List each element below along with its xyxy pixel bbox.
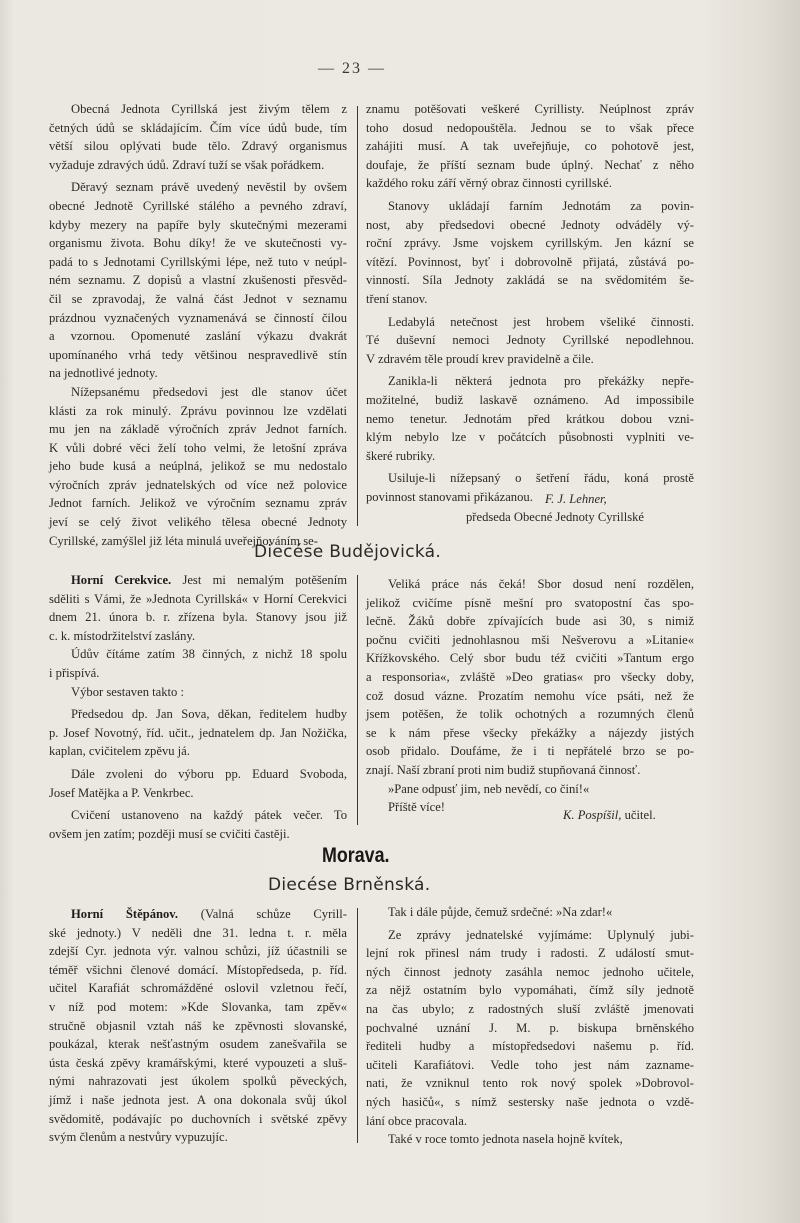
text-line: doufaje, že příští seznam bude úplný. Nechať z něho — [366, 157, 694, 172]
text-line: osob přidalo. Doufáme, že i ti nepřátelé brzo se po- — [366, 744, 694, 759]
text-line: čil se zpravodaj, že valná část Jednot v seznamu — [49, 291, 347, 306]
text-line: za nějž ostatním bylo vypomáhati, čímž síly jednotě — [366, 983, 694, 998]
text-line: každého roku září věrný obraz činnosti cyrillské. — [366, 176, 612, 191]
section1-left-column — [49, 100, 347, 550]
text-line: ské jednoty.) V neděli dne 31. ledna t. r. měla — [49, 925, 347, 940]
text-line: klým nebylo lze v počátcích působnosti vyplniti ve- — [366, 430, 694, 445]
text-line: »Pane odpusť jim, neb nevědí, co činí!« — [388, 781, 590, 796]
text-line: stručně objasnil vztah náš ke zpěvnosti slovanské, — [49, 1018, 347, 1033]
text-line: V zdravém těle proudí krev pravidelně a čile. — [366, 351, 594, 366]
text-line: Předsedou dp. Jan Sova, děkan, ředitelem hudby — [71, 707, 347, 722]
text-line: Obecná Jednota Cyrillská jest živým tělem z — [71, 102, 347, 116]
signature-title-pospisil: učitel. — [624, 808, 656, 822]
text-line: řediteli hudby a místopředsedovi našemu p. říd. — [366, 1039, 694, 1054]
place-name: Horní Štěpánov. — [71, 907, 179, 921]
text-line: na čas ubylo; z radostných sluší zvláště jmenovati — [366, 1001, 694, 1016]
text-line: ných hasičů«, s nímž sestersky naše jednota o vzdě- — [366, 1094, 694, 1109]
text-line: zahájiti musí. A tak uveřejňuje, co pohotově jest, — [366, 139, 694, 154]
text-line: Josef Matějka a P. Venkrbec. — [49, 785, 194, 800]
text-line: svědomitě, podávajíc po duchovních i světské zpěvy — [49, 1111, 347, 1126]
text-line: Jednot farních. Jelikož ve výročním seznamu zpráv — [49, 496, 347, 511]
text-line: Veliká práce nás čeká! Sbor dosud není rozdělen, — [388, 577, 694, 591]
text-line: organismu života. Bohu díky! že ve skutečnosti vy- — [49, 236, 347, 251]
text-line: ných činnost jednoty zasáhla nemoc jednoho učitele, — [366, 964, 694, 979]
text-line: jsem potěšen, že tolik ochotných a rozumných členů — [366, 707, 694, 722]
text-line: Výbor sestaven takto : — [71, 684, 184, 699]
text-line: Cyrillské, zamýšlel již léta minulá uveřejňováním se- — [49, 533, 318, 548]
text-line: se k nám přese všecky překážky a nájezdy jistých — [366, 725, 694, 740]
text-line: možitelné, budiž laskavě oznámeno. Ad impossibile — [366, 392, 694, 407]
text-line: kaplan, cvičitelem zpěvu já. — [49, 744, 190, 759]
region-heading-morava: Morava. — [322, 844, 390, 867]
text-line: tření stanov. — [366, 291, 428, 306]
text-line: K vůli dobré věci želí toho velmi, že letošní zpráva — [49, 440, 347, 455]
text-line: prázdnou vyznačených vyznamenává se činností čilou — [49, 310, 347, 325]
text-line: vítězí. Povinnost, byť i dobrovolně přijatá, zůstává po- — [366, 254, 694, 269]
text-line: sděliti s Vámi, že »Jednota Cyrillská« v Horní Cerekvici — [49, 591, 347, 606]
text-line: nati, že vzniknul tento rok nový spolek »Dobrovol- — [366, 1076, 694, 1091]
signature-name-lehner: F. J. Lehner, — [545, 492, 607, 506]
text-line: Ze zprávy jednatelské vyjímáme: Uplynulý jubi- — [388, 927, 694, 942]
text-line: a vzornou. Opomenuté zaslání výkazu dvakrát — [49, 329, 347, 344]
text-line: Stanovy ukládají farním Jednotám za povin- — [388, 198, 694, 213]
text-line: Ledabylá netečnost jest hrobem všeliké činnosti. — [388, 314, 694, 329]
text-line: ústa česká zpěvy kramářskými, které vypouzeti a sluš- — [49, 1055, 347, 1070]
signature-pospisil — [563, 806, 656, 825]
text-line: i přispívá. — [49, 665, 100, 680]
text-line: jímž i naše jednota jest. A ona dokonala svůj úkol — [49, 1092, 347, 1107]
text-line: Také v roce tomto jednota nasela hojně kvítek, — [388, 1132, 623, 1147]
text-line: upomínaného vrhá tedy většinou nespravedlivě stín — [49, 347, 347, 362]
text-line: v níž pod motem: »Kde Slovanka, tam zpěv« — [49, 999, 347, 1014]
text-line: jeho bude kusá a neúplná, jelikož se mu nedostalo — [49, 459, 347, 474]
text-line: kdyby mezery na papíře byly skutečnými mezerami — [49, 217, 347, 232]
text-line: Usiluje-li nížepsaný o šetření řádu, koná prostě — [388, 471, 694, 486]
text-line: znají. Naší zbraní proti nim budiž stupňovaná činnosť. — [366, 762, 641, 777]
text-line: c. k. místodržitelství zaslány. — [49, 628, 196, 643]
text-line: lečně. Žáků dobře zpívajících bude asi 30, s nimiž — [366, 614, 694, 629]
text-line: Dále zvoleni do výboru pp. Eduard Svoboda, — [71, 766, 347, 781]
text-line: nost, aby předsedovi obecné Jednoty odváděly vý- — [366, 217, 694, 232]
signature-name-pospisil: K. Pospíšil, — [563, 808, 622, 822]
text-line: obecné Jednotě Cyrillské stálého a pevného zdraví, — [49, 198, 347, 213]
text-line: Zanikla-li některá jednota pro překážky nepře- — [388, 374, 694, 389]
text-line: Děravý seznam právě uvedený nevěstil by ovšem — [71, 180, 347, 195]
text-line: Příště více! — [388, 800, 446, 815]
section2-right-column — [366, 575, 694, 817]
text-line: jelikož cvičíme písně mešní pro svatopostní čas spo- — [366, 595, 694, 610]
column-divider — [357, 106, 358, 526]
text-line: Křížkovského. Celý sbor budu též cvičiti »Tantum ergo — [366, 651, 694, 666]
text-line: vinností. Síla Jednoty zakládá se na svědomitém še- — [366, 273, 694, 288]
text-line: četných údů se skládajícím. Čím více údů bude, tím — [49, 120, 347, 135]
column-divider — [357, 575, 358, 825]
text-line: téměř všichni členové domácí. Místopředseda, p. říd. — [49, 962, 347, 977]
text-line: Nížepsanému předsedovi jest dle stanov účet — [71, 384, 347, 399]
diocese-heading-brnenska: Diecése Brněnská. — [268, 875, 431, 895]
text-line: na jednotlivé jednoty. — [49, 366, 158, 381]
text-line: roční zprávy. Jsme vojskem cyrillským. Jen kázní se — [366, 236, 694, 251]
text-line: větší silou oplývati bude tělo. Zdravý organismus — [49, 139, 347, 154]
column-divider — [357, 908, 358, 1143]
text-line: což dosud vázne. Prozatím nemohu více psáti, než že — [366, 688, 694, 703]
text-line: učitel Karafiát schromážděné oslovil vzletnou řečí, — [49, 981, 347, 996]
place-name: Horní Cerekvice. — [71, 573, 172, 587]
text-line: zdejší Cyr. jednota výr. valnou schůzi, jíž účastnili se — [49, 944, 347, 959]
text-line: mu jen na základě výročních zpráv Jednot farních. — [49, 422, 347, 437]
text-line: svým členům a nestvůry vypuzujíc. — [49, 1130, 228, 1145]
text-line: ném seznamu. Z dopisů a vlastní zkušenosti přesvěd- — [49, 273, 347, 288]
text-line: toho dosud nedopouštěla. Jednou se to však přece — [366, 120, 694, 135]
text-line: pochvalné uznání J. M. p. biskupa brněnského — [366, 1020, 694, 1035]
text-line: Cvičení ustanoveno na každý pátek večer. To — [71, 808, 347, 823]
text-line: a responsoria«, zvláště »Deo gratias« pro všecky doby, — [366, 669, 694, 684]
text-line: jeví se celý život velikého tělesa obecné Jednoty — [49, 515, 347, 530]
text-line: lejní rok přinesl nám trudy i radosti. Z událostí smut- — [366, 946, 694, 961]
text-line: klásti za rok minulý. Zprávu povinnou lze vzdělati — [49, 403, 347, 418]
text-line: povinnost stanovami přikázanou. — [366, 489, 533, 504]
page-number: — 23 — — [318, 60, 386, 77]
diocese-heading-budejovicka: Diecése Budějovická. — [254, 542, 442, 562]
text-line: vyžaduje zdravých údů. Zdraví tuží se však pořádkem. — [49, 157, 325, 172]
signature-title-lehner: předseda Obecné Jednoty Cyrillské — [466, 510, 645, 524]
section3-right-column — [366, 903, 694, 1149]
text-line: Té duševní nemoci Jednoty Cyrillské nepodlehnou. — [366, 333, 694, 348]
text-line: škeré rubriky. — [366, 448, 436, 463]
text-line: dnem 21. února b. r. zřízena byla. Stanovy jsou již — [49, 610, 347, 625]
text-line: učiteli Karafiátovi. Vedle toho jest nám zazname- — [366, 1057, 694, 1072]
text-line: Údův čítáme zatím 38 činných, z nichž 18 spolu — [71, 647, 347, 662]
text-line: výročních zpráv jednatelských od více než polovice — [49, 477, 347, 492]
text-line: lání obce pracovala. — [366, 1113, 468, 1128]
text-line: ovšem jen zatím; později musí se cvičiti častěji. — [49, 826, 290, 841]
text-line: nými nahrazovati jest úkolem spolků pěveckých, — [49, 1074, 347, 1089]
text-line: Horní Cerekvice. Jest mi nemalým potěšením — [71, 573, 347, 587]
section1-right-column — [366, 100, 694, 506]
text-line: nemo tenetur. Jednotám před krátkou dobou vzni- — [366, 411, 694, 426]
text-line: p. Josef Novotný, říd. učit., jednatelem dp. Jan Nožička, — [49, 725, 347, 740]
text-line: poukázal, kterak nešťastným osudem zanešvařila se — [49, 1037, 347, 1052]
text-line: počnu cvičiti jednohlasnou mši Nešverovu a »Litanie« — [366, 632, 694, 647]
section2-left-column — [49, 571, 347, 843]
text-line: znamu potěšovati veškeré Cyrillisty. Neúplnost zpráv — [366, 102, 694, 116]
text-line: Tak i dále půjde, čemuž srdečné: »Na zdar!« — [388, 905, 613, 919]
section3-left-column — [49, 905, 347, 1147]
text-line: padá to s Jednotami Cyrillskými lépe, než tuto v neúpl- — [49, 254, 347, 269]
text-line: Horní Štěpánov. (Valná schůze Cyrill- — [71, 907, 347, 921]
